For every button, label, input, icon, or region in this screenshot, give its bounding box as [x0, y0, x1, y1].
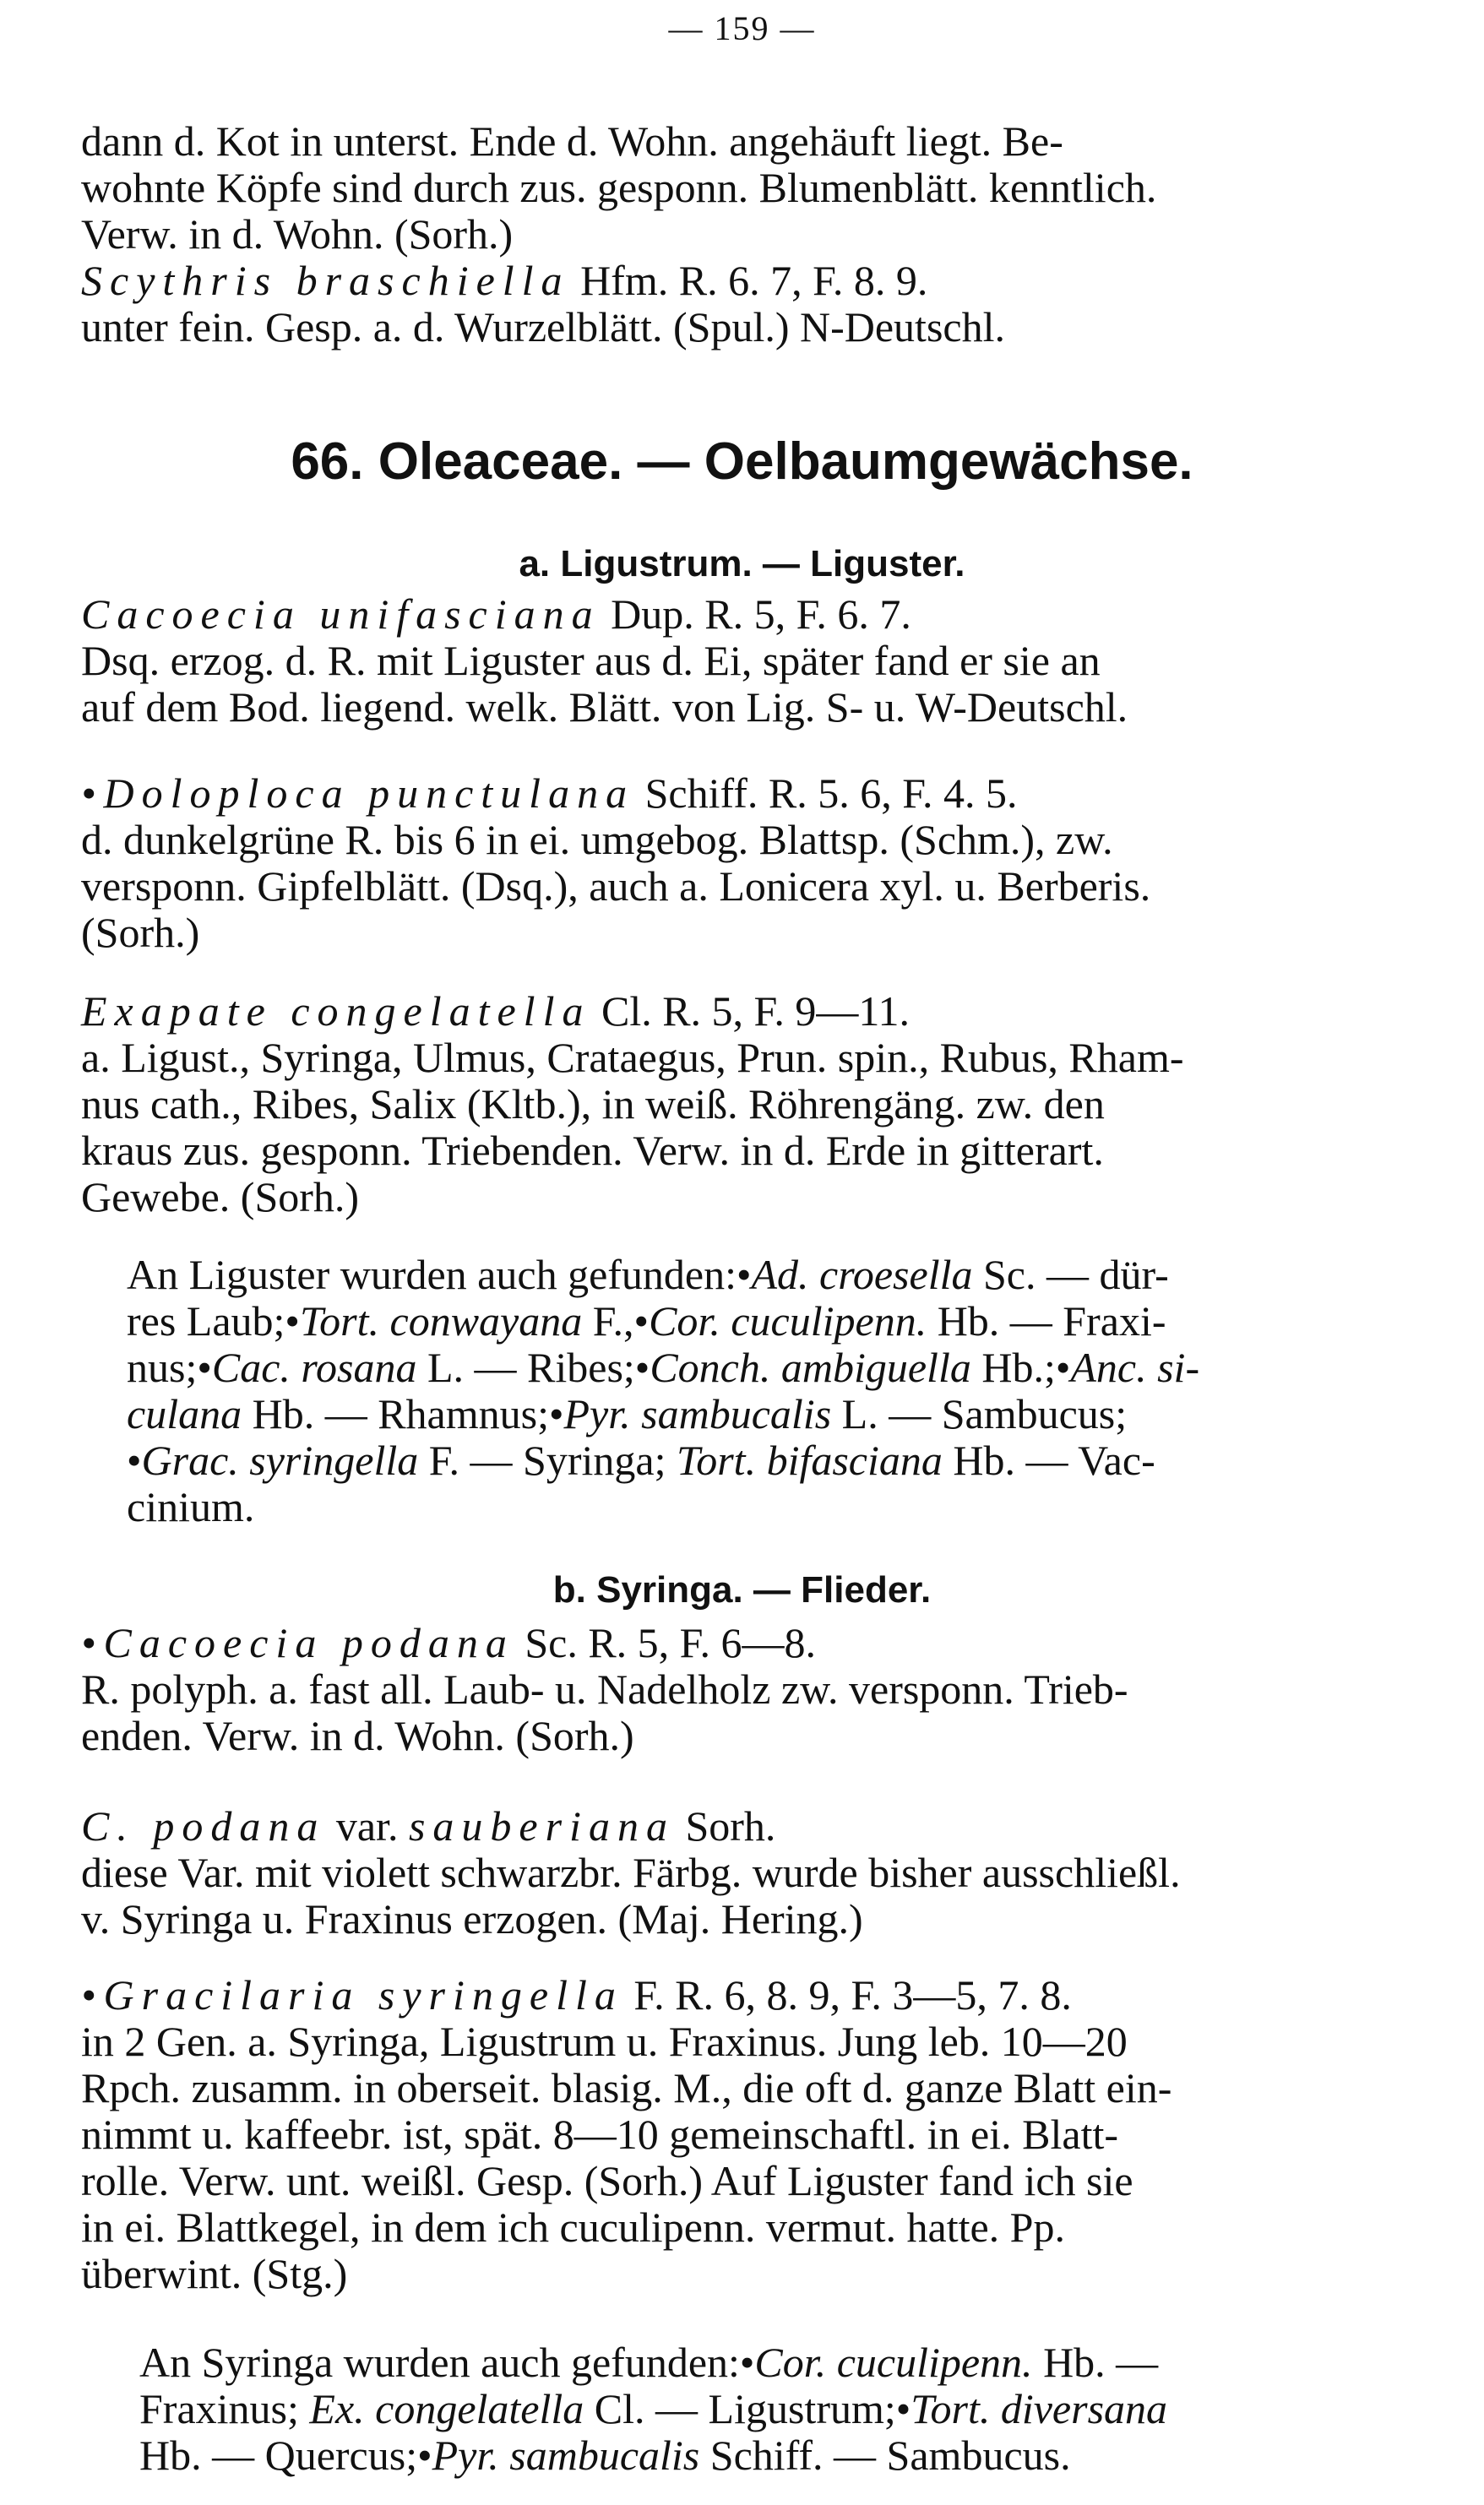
- entry-cacoecia-podana: [81, 1620, 1441, 1759]
- text-line: wohnte Köpfe sind durch zus. gesponn. Blumenblätt. kenntlich.: [81, 164, 1157, 211]
- text-line: diese Var. mit violett schwarzbr. Färbg. wurde bisher ausschließl.: [81, 1849, 1181, 1896]
- section-heading-b: b. Syringa. — Flieder.: [552, 1569, 932, 1611]
- species-line: •Gracilaria syringella F. R. 6, 8. 9, F. 3—5, 7. 8.: [81, 1971, 1072, 2019]
- text-line: überwint. (Stg.): [81, 2250, 348, 2297]
- text-line: in 2 Gen. a. Syringa, Ligustrum u. Fraxinus. Jung leb. 10—20: [81, 2018, 1128, 2065]
- species-line: Scythris braschiella Hfm. R. 6. 7, F. 8. 9.: [81, 257, 928, 304]
- text-line: (Sorh.): [81, 909, 200, 956]
- entry-gracilaria: [81, 1972, 1441, 2297]
- note-liguster: An Liguster wurden auch gefunden:•Ad. croesella Sc. — dür- res Laub;•Tort. conwayana F.,•Cor. cuculipenn. Hb. — Fraxi- nus;•Cac. rosana L. — Ribes;•Conch. ambiguella Hb.;•Anc. si- culana Hb. — Rhamnus;•Pyr. sambucalis L. — Sambucus; •Grac. syringella F. — Syringa; Tort. bifasciana Hb. — Vac- cinium.: [127, 1251, 1200, 1530]
- species-line: •Cacoecia podana Sc. R. 5, F. 6—8.: [81, 1619, 816, 1666]
- species-line: •Doloploca punctulana Schiff. R. 5. 6, F. 4. 5.: [81, 769, 1018, 817]
- text-line: v. Syringa u. Fraxinus erzogen. (Maj. Hering.): [81, 1895, 863, 1943]
- text-line: Gewebe. (Sorh.): [81, 1173, 360, 1220]
- text-line: rolle. Verw. unt. weißl. Gesp. (Sorh.) Auf Liguster fand ich sie: [81, 2157, 1133, 2204]
- entry-podana-sauberiana: [81, 1803, 1441, 1943]
- text-line: nus cath., Ribes, Salix (Kltb.), in weiß. Röhrengäng. zw. den: [81, 1080, 1105, 1128]
- page-number: — 159 —: [668, 9, 816, 47]
- species-line: Cacoecia unifasciana Dup. R. 5, F. 6. 7.: [81, 590, 911, 638]
- text-line: Dsq. erzog. d. R. mit Liguster aus d. Ei, später fand er sie an: [81, 637, 1101, 684]
- text-line: a. Ligust., Syringa, Ulmus, Crataegus, Prun. spin., Rubus, Rham-: [81, 1034, 1184, 1081]
- species-name: •Cacoecia podana: [81, 1619, 514, 1666]
- species-name: Cacoecia unifasciana: [81, 590, 601, 638]
- text-line: Rpch. zusamm. in oberseit. blasig. M., die oft d. ganze Blatt ein-: [81, 2064, 1172, 2111]
- text-line: auf dem Bod. liegend. welk. Blätt. von Lig. S- u. W-Deutschl.: [81, 683, 1128, 731]
- text-line: kraus zus. gesponn. Triebenden. Verw. in d. Erde in gitterart.: [81, 1127, 1104, 1174]
- species-line: C. podana var. sauberiana Sorh.: [81, 1802, 776, 1850]
- entry-doloploca: [81, 770, 1441, 956]
- entry-cacoecia-unifasciana: [81, 591, 1441, 731]
- text-line: unter fein. Gesp. a. d. Wurzelblätt. (Spul.) N-Deutschl.: [81, 303, 1005, 350]
- text-line: in ei. Blattkegel, in dem ich cuculipenn. vermut. hatte. Pp.: [81, 2203, 1065, 2251]
- text-line: R. polyph. a. fast all. Laub- u. Nadelholz zw. versponn. Trieb-: [81, 1665, 1128, 1713]
- species-name: Scythris braschiella: [81, 257, 570, 304]
- species-line: Exapate congelatella Cl. R. 5, F. 9—11.: [81, 987, 911, 1035]
- species-name: Exapate congelatella: [81, 987, 591, 1035]
- species-name: C. podana: [81, 1802, 326, 1850]
- entry-scythris: [81, 258, 1441, 350]
- text-line: versponn. Gipfelblätt. (Dsq.), auch a. Lonicera xyl. u. Berberis.: [81, 862, 1151, 910]
- entry-exapate: [81, 988, 1441, 1220]
- species-name: •Doloploca punctulana: [81, 769, 635, 817]
- section-heading-a: a. Ligustrum. — Liguster.: [519, 543, 965, 584]
- note-syringa: An Syringa wurden auch gefunden:•Cor. cuculipenn. Hb. — Fraxinus; Ex. congelatella Cl. — Ligustrum;•Tort. diversana Hb. — Quercus;•Pyr. sambucalis Schiff. — Sambucus.: [139, 2339, 1168, 2479]
- family-heading: 66. Oleaceae. — Oelbaumgewächse.: [291, 432, 1193, 491]
- species-name: •Gracilaria syringella: [81, 1971, 623, 2019]
- text-line: enden. Verw. in d. Wohn. (Sorh.): [81, 1712, 634, 1759]
- text-line: d. dunkelgrüne R. bis 6 in ei. umgebog. Blattsp. (Schm.), zw.: [81, 816, 1113, 863]
- intro-paragraph: [81, 118, 1441, 258]
- text-line: Verw. in d. Wohn. (Sorh.): [81, 210, 514, 258]
- text-line: nimmt u. kaffeebr. ist, spät. 8—10 gemeinschaftl. in ei. Blatt-: [81, 2111, 1119, 2158]
- text-line: dann d. Kot in unterst. Ende d. Wohn. angehäuft liegt. Be-: [81, 117, 1063, 165]
